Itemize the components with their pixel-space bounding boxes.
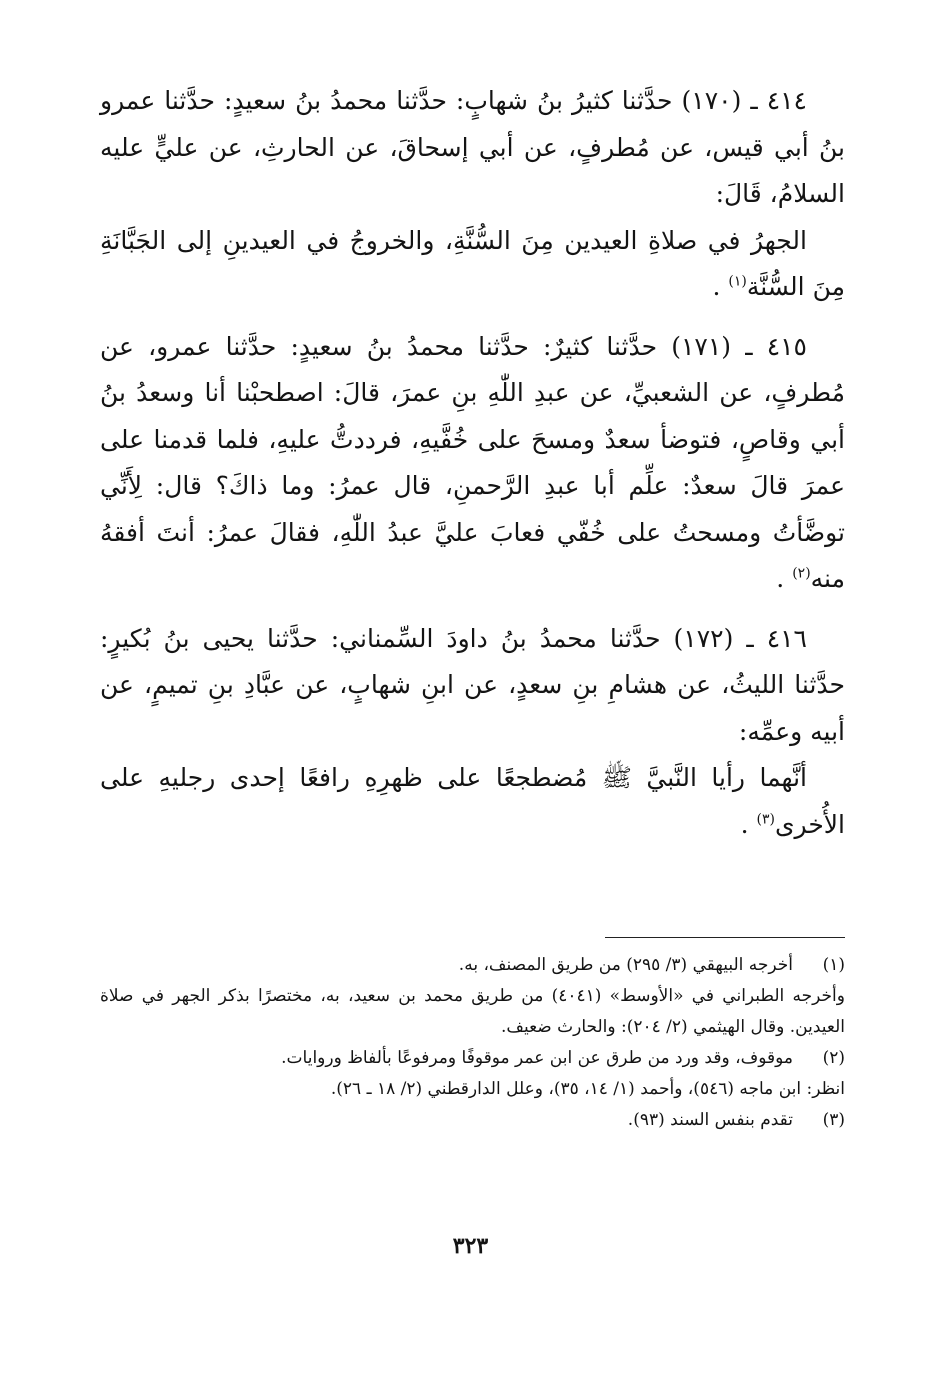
- footnote-text: موقوف، وقد ورد من طرق عن ابن عمر موقوفًا ومرفوعًا بألفاظ وروايات.: [281, 1048, 793, 1068]
- page-number: ٣٢٣: [452, 1233, 489, 1259]
- footnotes-block: [100, 950, 845, 1136]
- footnote-2: [100, 1043, 845, 1074]
- footnote-number: (١): [822, 955, 845, 975]
- hadith-414-chain: ٤١٤ ـ (١٧٠) حدَّثنا كثيرُ بنُ شهابٍ: حدَّثنا محمدُ بنُ سعيدٍ: حدَّثنا عمرو بنُ أبي قيس، عن مُطرفٍ، عن أبي إسحاقَ، عن الحارثِ، عن عليٍّ عليه السلامُ، قَالَ:: [100, 86, 845, 208]
- hadith-416-body: أنَّهما رأيا النَّبيَّ ﷺ مُضطجعًا على ظهرِهِ رافعًا إحدى رجليهِ على الأُخرى: [100, 763, 845, 839]
- hadith-415-body: ٤١٥ ـ (١٧١) حدَّثنا كثيرٌ: حدَّثنا محمدُ بنُ سعيدٍ: حدَّثنا عمرو، عن مُطرفٍ، عن الشعبيِّ، عن عبدِ اللّٰهِ بنِ عمرَ، قالَ: اصطحبْنا أنا وسعدُ بنُ أبي وقاصٍ، فتوضأ سعدٌ ومسحَ على خُفَّيهِ، فرددتُّ عليهِ، فلما قدمنا على عمرَ قالَ سعدٌ: علِّم أبا عبدِ الرَّحمنِ، قال عمرُ: وما ذاكَ؟ قال: لِأَنِّي توضَّأتُ ومسحتُ على خُفّي فعابَ عليَّ عبدُ اللّٰهِ، فقالَ عمرُ: أنتَ أفقهُ منه: [100, 331, 845, 593]
- footnote-number: (٢): [822, 1048, 845, 1068]
- footnote-2-continuation: انظر: ابن ماجه (٥٤٦)، وأحمد (١/ ١٤، ٣٥)، وعلل الدارقطني (٢/ ١٨ ـ ٢٦).: [330, 1079, 845, 1099]
- hadith-414-end: .: [712, 272, 729, 301]
- hadith-414-text: [100, 218, 845, 311]
- hadith-416-chain: ٤١٦ ـ (١٧٢) حدَّثنا محمدُ بنُ داودَ السِّمناني: حدَّثنا يحيى بنُ بُكيرٍ: حدَّثنا الليثُ، عن هشامِ بنِ سعدٍ، عن ابنِ شهابٍ، عن عبَّادِ بنِ تميمٍ، عن أبيه وعمِّه:: [100, 623, 845, 746]
- footnote-text: أخرجه البيهقي (٣/ ٢٩٥) من طريق المصنف، به.: [458, 955, 793, 975]
- footnote-ref-3[interactable]: (٣): [756, 811, 775, 828]
- hadith-414-body: الجهرُ في صلاةِ العيدين مِنَ السُّنَّةِ، والخروجُ في العيدينِ إلى الجَبَّانَةِ مِنَ السُّنَّة: [100, 225, 845, 301]
- hadith-415-text: [100, 324, 845, 603]
- footnote-ref-1[interactable]: (١): [728, 273, 747, 290]
- hadith-416-end: .: [740, 809, 757, 839]
- hadith-415-end: .: [776, 564, 793, 593]
- footnote-3: [100, 1105, 845, 1136]
- footnote-text: تقدم بنفس السند (٩٣).: [627, 1110, 793, 1130]
- footnote-1-continuation: وأخرجه الطبراني في «الأوسط» (٤٠٤١) من طريق محمد بن سعيد، به، مختصرًا بذكر الجهر في صلاة العيدين. وقال الهيثمي (٢/ ٢٠٤): والحارث ضعيف.: [100, 986, 845, 1037]
- footnote-ref-2[interactable]: (٢): [792, 565, 811, 582]
- hadith-416-text: [100, 755, 845, 848]
- footnote-1: [100, 950, 845, 981]
- main-text-block: [100, 78, 845, 848]
- footnote-number: (٣): [822, 1110, 845, 1130]
- footnote-divider: [605, 937, 845, 938]
